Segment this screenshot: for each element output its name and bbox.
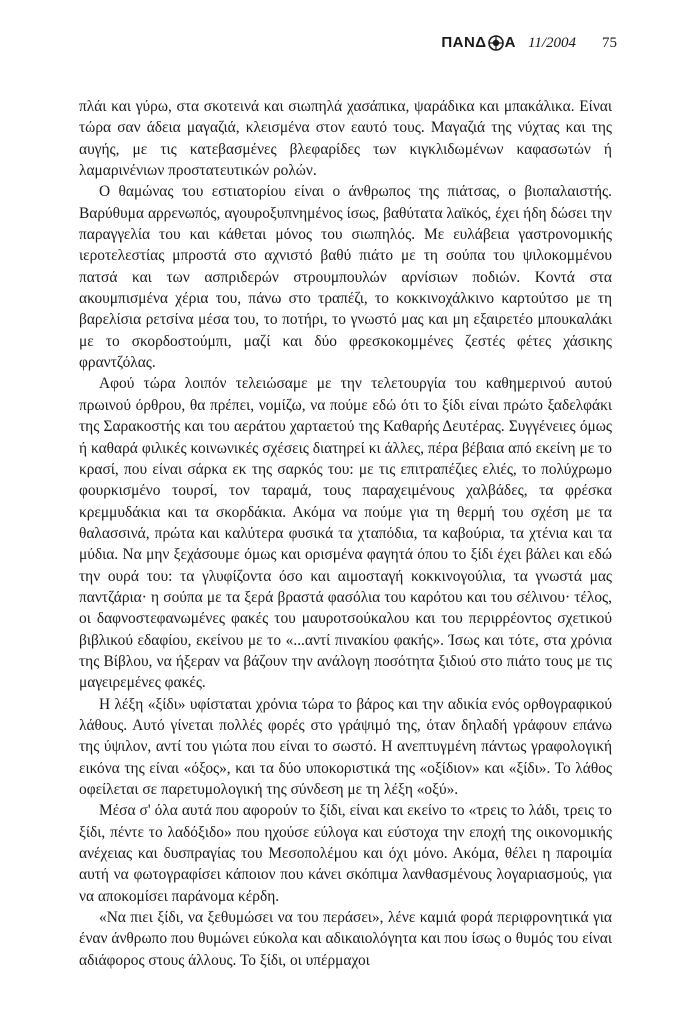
paragraph: Αφού τώρα λοιπόν τελειώσαμε με την τελετουργία του καθημερινού αυτού πρωινού όρθρου, θα πρέπει, νομίζω, να πούμε εδώ ότι το ξίδι είναι πρώτο ξαδελφάκι της Σαρακοστής και του αεράτου χαρταετού της Καθαρής Δευτέρας. Συγγένειες όμως ή καθαρά φιλικές κοινωνικές σχέσεις διατηρεί κι άλλες, πέρα βέβαια από εκείνη με το κρασί, που είναι σάρκα εκ της σαρκός του: με τις επιτραπέζιες ελιές, το πολύχρωμο φουρκισμένο τουρσί, τον ταραμά, τους παραχειμένους χαλβάδες, τα φρέσκα κρεμμυδάκια και τα σκορδάκια. Ακόμα να πούμε για τη θερμή του σχέση με τα θαλασσινά, πρώτα και καλύτερα φυσικά τα χταπόδια, τα καβούρια, τα χτένια και τα μύδια. Να μην ξεχάσουμε όμως και ορισμένα φαγητά όπου το ξίδι έχει βάλει και εδώ την ουρά του: τα γλυφίζοντα όσο και αιμοσταγή κοκκινογούλια, τα γνωστά μας παντζάρια· η σούπα με τα ξερά βραστά φασόλια του καρότου και του σέλινου· τέλος, οι δαφνοστεφανωμένες φακές του μαυροτσούκαλου και του περιρρέοντος σχετικού βιβλικού εδαφίου, εκείνου με το «...αντί πινακίου φακής». Ίσως και τότε, στα χρόνια της Βίβλου, να ήξεραν να βάζουν την ανάλογη ποσότητα ξιδιού στο πιάτο τους με τις μαγειρεμένες φακές.: [79, 375, 612, 692]
paragraph: Η λέξη «ξίδι» υφίσταται χρόνια τώρα το βάρος και την αδικία ενός ορθογραφικού λάθους. Αυτό γίνεται πολλές φορές στο γράψιμό της, όταν δηλαδή γράφουν επάνω της ύψιλον, αντί του γιώτα που είναι το σωστό. Η ανεπτυγμένη πάντως γραφολογική εικόνα της είναι «όξος», και τα δύο υποκοριστικά της «οξίδιον» και «ξίδι». Το λάθος οφείλεται σε παρετυμολογική της σύνδεση με τη λέξη «οξύ».: [79, 695, 612, 798]
paragraph: Μέσα σ' όλα αυτά που αφορούν το ξίδι, είναι και εκείνο το «τρεις το λάδι, τρεις το ξίδι, πέντε το λαδόξιδο» που ηχούσε εύλογα και εύστοχα την εποχή της οικονομικής ανέχειας και δυσπραγίας του Μεσοπολέμου και όχι μόνο. Ακόμα, θέλει η παροιμία αυτή να φωτογραφίσει κάποιον που κάνει σκόπιμα λανθασμένους λογαριασμούς, για να αποκομίσει παράνομα κέρδη.: [79, 802, 612, 905]
paragraph: Ο θαμώνας του εστιατορίου είναι ο άνθρωπος της πιάτσας, ο βιοπαλαιστής. Βαρύθυμα αρρενωπός, αγουροξυπνημένος ίσως, βαθύτατα λαϊκός, έχει ήδη δώσει την παραγγελία του και κάθεται μόνος του σιωπηλός. Με ευλάβεια γαστρονομικής ιεροτελεστίας μπροστά στο αχνιστό βαθύ πιάτο με τη σούπα του ψιλοκομμένου πατσά και των ασπριδερών στρουμπουλών αρνίσιων ποδιών. Κοντά στα ακουμπισμένα χέρια του, πάνω στο τραπέζι, το κοκκινοχάλκινο καρτούτσο με τη βαρελίσια ρετσίνα μέσα του, το ποτήρι, το γνωστό μας και μη εξαιρετέο μπουκαλάκι με το σκορδοστούμπι, μαζί και δύο φρεσκοκομμένες ζεστές φέτες χάσικης φραντζόλας.: [79, 183, 612, 372]
magazine-name-left: ΠΑΝΔ: [441, 34, 487, 51]
magazine-name: [441, 34, 516, 51]
running-header: [441, 34, 617, 52]
paragraph: «Να πιει ξίδι, να ξεθυμώσει να του περάσει», λένε καμιά φορά περιφρονητικά για έναν άνθρωπο που θυμώνει εύκολα και αδικαιολόγητα και που ίσως ο θυμός του είναι αδιάφορος στους άλλους. Το ξίδι, οι υπέρμαχοι: [79, 909, 612, 969]
magazine-name-right: Α: [504, 34, 516, 51]
page-number: 75: [602, 35, 617, 51]
article-body: [79, 96, 612, 971]
magazine-logo-icon: [488, 35, 504, 51]
paragraph: πλάι και γύρω, στα σκοτεινά και σιωπηλά χασάπικα, ψαράδικα και μπακάλικα. Είναι τώρα σαν άδεια μαγαζιά, κλεισμένα στον εαυτό τους. Μαγαζιά της νύχτας και της αυγής, με τις κατεβασμένες βλεφαρίδες των κιγκλιδωμένων καφασωτών ή λαμαρινένιων προστατευτικών ρολών.: [79, 98, 612, 180]
issue-number: 11/2004: [527, 35, 576, 51]
